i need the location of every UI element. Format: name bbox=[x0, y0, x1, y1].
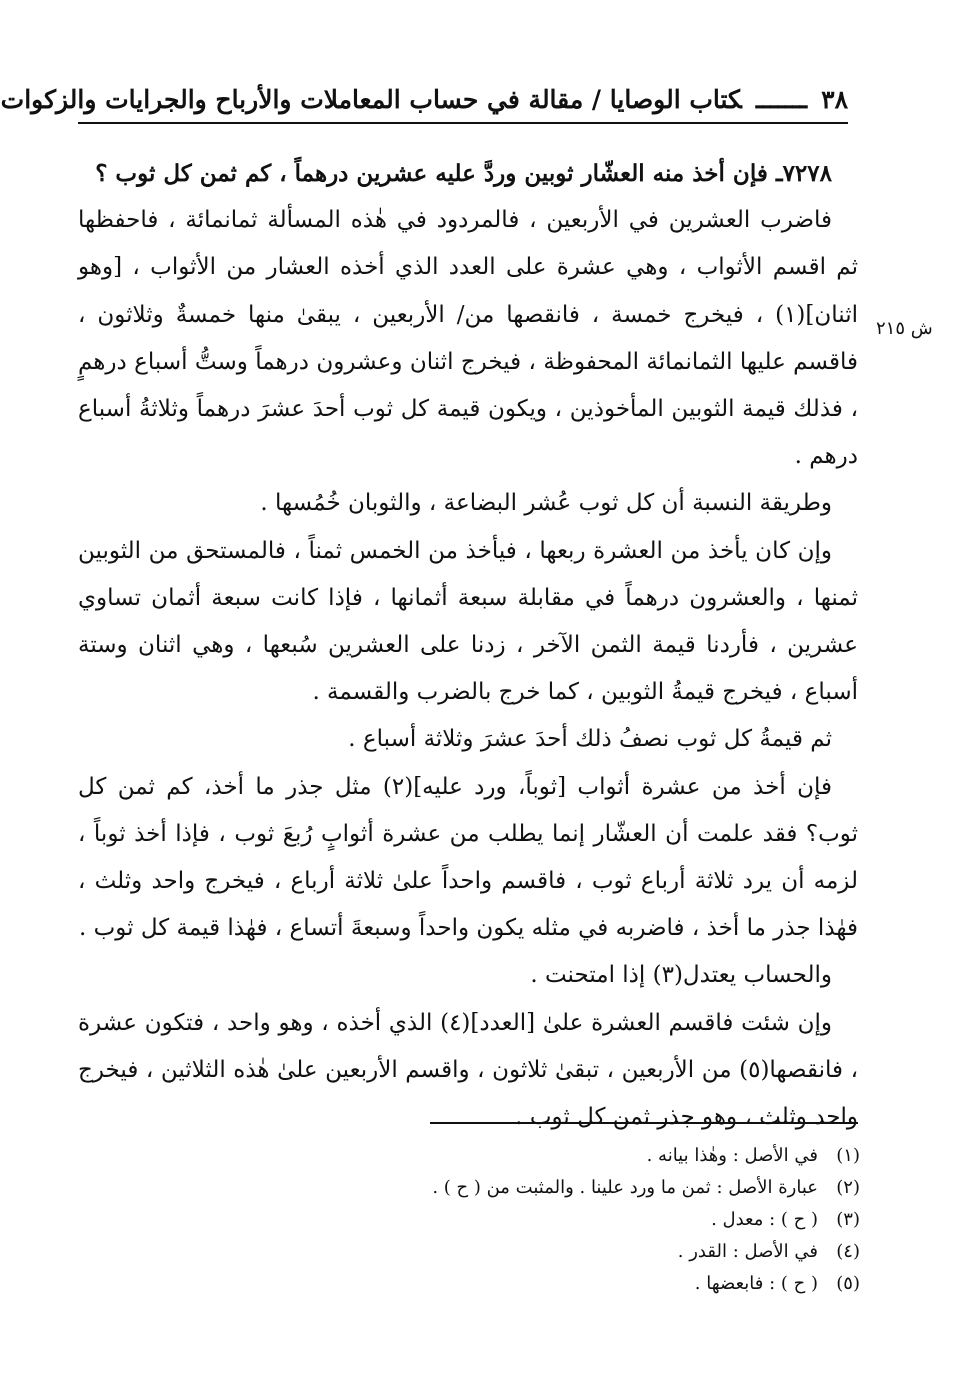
body-paragraph: والحساب يعتدل(٣) إذا امتحنت . bbox=[530, 962, 832, 989]
footnote-text: ( ح ) : فابعضها . bbox=[694, 1273, 818, 1294]
footnote-separator bbox=[430, 1122, 858, 1124]
footnote-text: في الأصل : وهٰذا بيانه . bbox=[646, 1145, 818, 1166]
manuscript-page-note: ش ٢١٥ bbox=[876, 318, 933, 339]
footnote-text: في الأصل : القدر . bbox=[677, 1241, 818, 1262]
issue-heading-paragraph: ٧٢٧٨ـ فإن أخذ منه العشّار ثوبين وردَّ عليه عشرين درهماً ، كم ثمن كل ثوب ؟ bbox=[95, 160, 832, 187]
body-paragraph: فاضرب العشرين في الأربعين ، فالمردود في هٰذه المسألة ثمانمائة ، فاحفظها ثم اقسم الأثواب ، وهي عشرة على العدد الذي أخذه العشار من الأثواب ، [وهو اثنان](١) ، فيخرج خمسة ، فانقصها من/ الأربعين ، يبقىٰ منها خمسةٌ وثلاثون ، فاقسم عليها الثمانمائة المحفوظة ، فيخرج اثنان وعشرون درهماً وستُّ أسباع درهمٍ ، فذلك قيمة الثوبين المأخوذين ، ويكون قيمة كل ثوب أحدَ عشرَ درهماً وثلاثةُ أسباع درهم . bbox=[78, 207, 858, 470]
footnote bbox=[280, 1204, 860, 1236]
footnotes bbox=[280, 1140, 860, 1300]
footnote bbox=[280, 1172, 860, 1204]
footnote bbox=[280, 1236, 860, 1268]
body-paragraph: وإن كان يأخذ من العشرة ربعها ، فيأخذ من الخمس ثمناً ، فالمستحق من الثوبين ثمنها ، والعشرون درهماً في مقابلة سبعة أثمانها ، فإذا كانت سبعة أثمان تساوي عشرين ، فأردنا قيمة الثمن الآخر ، زدنا على العشرين سُبعها ، وهي اثنان وستة أسباع ، فيخرج قيمةُ الثوبين ، كما خرج بالضرب والقسمة . bbox=[78, 537, 858, 706]
footnote-number: (٣) bbox=[836, 1209, 860, 1230]
body-paragraph: وإن شئت فاقسم العشرة علىٰ [العدد](٤) الذي أخذه ، وهو واحد ، فتكون عشرة ، فانقصها(٥) من الأربعين ، تبقىٰ ثلاثون ، واقسم الأربعين علىٰ هٰذه الثلاثين ، فيخرج واحد وثلث ، وهو جذر ثمن كل ثوب . bbox=[78, 1009, 858, 1131]
header-dash: ـــــــ bbox=[755, 85, 808, 114]
body-paragraph: وطريقة النسبة أن كل ثوب عُشر البضاعة ، والثوبان خُمُسها . bbox=[260, 490, 832, 517]
footnote-text: عبارة الأصل : ثمن ما ورد علينا . والمثبت من ( ح ) . bbox=[432, 1177, 818, 1198]
body-paragraph: ثم قيمةُ كل ثوب نصفُ ذلك أحدَ عشرَ وثلاثة أسباع . bbox=[348, 726, 832, 753]
footnote-number: (٥) bbox=[836, 1273, 860, 1294]
footnote-text: ( ح ) : معدل . bbox=[711, 1209, 818, 1230]
footnote bbox=[280, 1268, 860, 1300]
running-header bbox=[0, 82, 848, 124]
footnote-number: (٤) bbox=[836, 1241, 860, 1262]
footnote-number: (١) bbox=[836, 1145, 860, 1166]
footnote bbox=[280, 1140, 860, 1172]
header-title: كتاب الوصايا / مقالة في حساب المعاملات والأرباح والجرايات والزكوات bbox=[0, 85, 742, 114]
page-number: ٣٨ bbox=[821, 85, 848, 114]
main-text bbox=[78, 150, 858, 1141]
footnote-number: (٢) bbox=[836, 1177, 860, 1198]
body-paragraph: فإن أخذ من عشرة أثواب [ثوباً، ورد عليه](٢) مثل جذر ما أخذ، كم ثمن كل ثوب؟ فقد علمت أن العشّار إنما يطلب من عشرة أثوابٍ رُبعَ ثوب ، فإذا أخذ ثوباً ، لزمه أن يرد ثلاثة أرباع ثوب ، فاقسم واحداً علىٰ ثلاثة أرباع ، فيخرج واحد وثلث ، فهٰذا جذر ما أخذ ، فاضربه في مثله يكون واحداً وسبعةَ أتساع ، فهٰذا قيمة كل ثوب . bbox=[78, 773, 858, 942]
